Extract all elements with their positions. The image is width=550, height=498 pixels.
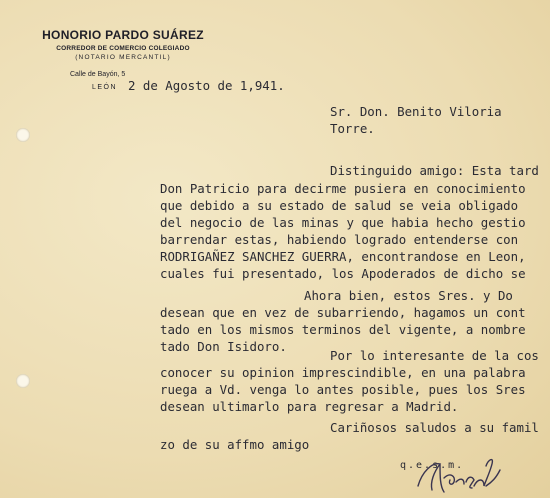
letterhead-title: CORREDOR DE COMERCIO COLEGIADO <box>56 45 190 52</box>
body-line: Ahora bien, estos Sres. y Do <box>304 288 513 303</box>
body-line: tado en los mismos terminos del vigente, a nombre <box>160 322 526 337</box>
letterhead-city: LEÓN <box>92 84 118 91</box>
body-line: tado Don Isidoro. <box>160 339 287 354</box>
body-line: ruega a Vd. venga lo antes posible, pues los Sres <box>160 382 526 397</box>
recipient-line-1: Sr. Don. Benito Viloria <box>330 104 502 119</box>
body-line: desean que en vez de subarriendo, hagamos un cont <box>160 305 526 320</box>
body-line: Distinguido amigo: Esta tard <box>330 163 539 178</box>
body-line: RODRIGAÑEZ SANCHEZ GUERRA, encontrandose en Leon, <box>160 249 526 264</box>
letterhead-subtitle: (NOTARIO MERCANTIL) <box>75 54 171 61</box>
body-line: barrendar estas, habiendo logrado entenderse con <box>160 232 519 247</box>
body-line: cuales fui presentado, los Apoderados de dicho se <box>160 266 526 281</box>
letterhead <box>38 28 208 61</box>
handwritten-signature <box>410 442 510 498</box>
body-line: conocer su opinion imprescindible, en una palabra <box>160 365 526 380</box>
letterhead-street: Calle de Bayón, 5 <box>70 71 126 78</box>
body-line: zo de su affmo amigo <box>160 437 310 452</box>
letter-date: 2 de Agosto de 1,941. <box>128 78 285 93</box>
body-line: del negocio de las minas y que habia hecho gestio <box>160 215 526 230</box>
body-line: Cariñosos saludos a su famil <box>330 420 539 435</box>
body-line: Don Patricio para decirme pusiera en conocimiento <box>160 181 526 196</box>
punch-hole-bottom <box>16 374 30 388</box>
punch-hole-top <box>16 128 30 142</box>
body-line: que debido a su estado de salud se veia obligado <box>160 198 519 213</box>
letterhead-name: HONORIO PARDO SUÁREZ <box>42 28 204 42</box>
body-line: Por lo interesante de la cos <box>330 348 539 363</box>
recipient-line-2: Torre. <box>330 121 375 136</box>
body-line: desean ultimarlo para regresar a Madrid. <box>160 399 459 414</box>
closing-formula: q.e.s.m. <box>400 460 465 471</box>
